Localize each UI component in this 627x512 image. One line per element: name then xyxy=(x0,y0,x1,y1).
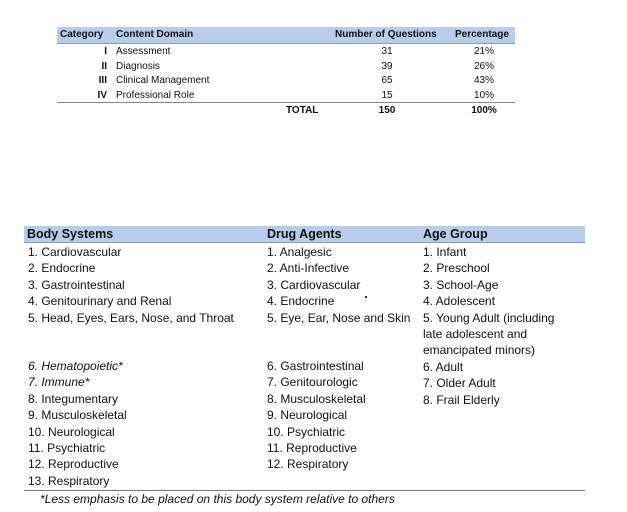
domain-cell: Diagnosis xyxy=(116,60,160,72)
footnote: *Less emphasis to be placed on this body system relative to others xyxy=(40,492,395,506)
percentage-cell: 21% xyxy=(473,46,494,57)
list-item: 9. Musculoskeletal xyxy=(28,408,127,423)
list-item: 1. Infant xyxy=(423,245,467,259)
list-item: 1. Cardiovascular xyxy=(28,245,122,259)
header-drug-agents: Drug Agents xyxy=(267,227,342,241)
stray-dot xyxy=(365,296,367,298)
category-cell: II xyxy=(101,60,107,72)
total-label: TOTAL xyxy=(286,105,319,116)
list-item: 2. Endocrine xyxy=(28,261,96,276)
list-item: 3. Cardiovascular xyxy=(267,277,361,292)
questions-cell: 31 xyxy=(381,46,393,57)
body-systems-list xyxy=(28,244,234,326)
questions-cell: 65 xyxy=(381,75,393,86)
list-item: 5. Eye, Ear, Nose and Skin xyxy=(267,310,411,325)
drug-agents-list-continued xyxy=(267,358,366,473)
list-item: 7. Older Adult xyxy=(423,376,496,391)
list-item: 2. Anti-Infective xyxy=(267,261,350,276)
header-body-systems: Body Systems xyxy=(27,227,114,241)
content-table-header xyxy=(57,27,515,44)
list-item: 5. Young Adult (including xyxy=(423,310,555,325)
list-item: 12. Reproductive xyxy=(28,457,119,472)
list-item: 8. Musculoskeletal xyxy=(267,391,366,406)
total-questions: 150 xyxy=(378,105,396,116)
list-item: 4. Genitourinary and Renal xyxy=(28,294,172,309)
content-domain-table xyxy=(57,27,515,117)
questions-cell: 39 xyxy=(381,60,393,72)
list-item: 11. Psychiatric xyxy=(28,440,106,455)
list-item: 3. School-Age xyxy=(423,277,499,292)
list-item: 12. Respiratory xyxy=(267,457,349,472)
category-cell: IV xyxy=(97,89,107,101)
table-bottom-rule xyxy=(24,490,585,491)
list-item: late adolescent and xyxy=(423,326,528,341)
systems-table-header xyxy=(24,226,585,243)
table-row xyxy=(57,44,515,59)
list-item: 6. Hematopoietic* xyxy=(28,359,123,373)
table-row xyxy=(57,73,515,88)
list-item: 9. Neurological xyxy=(267,408,348,423)
list-item: 4. Adolescent xyxy=(423,294,496,309)
list-item: 7. Genitourologic xyxy=(267,375,358,390)
domain-cell: Clinical Management xyxy=(116,75,210,86)
list-item: 8. Frail Elderly xyxy=(423,392,500,407)
domain-cell: Assessment xyxy=(116,46,171,57)
header-percentage: Percentage xyxy=(455,29,509,40)
list-item: 3. Gastrointestinal xyxy=(28,277,125,292)
category-cell: I xyxy=(104,46,107,57)
list-item: 11. Reproductive xyxy=(267,440,357,455)
category-cell: III xyxy=(98,75,107,86)
domain-cell: Professional Role xyxy=(116,89,195,101)
list-item: 6. Gastrointestinal xyxy=(267,359,364,373)
list-item: 2. Preschool xyxy=(423,261,490,276)
header-content-domain: Content Domain xyxy=(116,29,194,40)
drug-agents-list xyxy=(267,244,410,326)
body-systems-list-continued xyxy=(28,358,127,489)
total-row xyxy=(57,103,515,117)
header-category: Category xyxy=(60,29,104,40)
header-number-of-questions: Number of Questions xyxy=(335,29,437,40)
list-item: 10. Psychiatric xyxy=(267,424,346,439)
list-item: 13. Respiratory xyxy=(28,473,110,488)
percentage-cell: 10% xyxy=(473,89,494,101)
list-item: 8. Integumentary xyxy=(28,391,119,406)
list-item: 1. Analgesic xyxy=(267,245,332,259)
age-group-list xyxy=(423,244,554,408)
header-age-group: Age Group xyxy=(423,227,488,241)
systems-table xyxy=(24,226,585,243)
percentage-cell: 26% xyxy=(473,60,494,72)
table-row xyxy=(57,88,515,104)
list-item: 4. Endocrine xyxy=(267,294,335,309)
list-item: 5. Head, Eyes, Ears, Nose, and Throat xyxy=(28,310,234,325)
table-row xyxy=(57,59,515,74)
list-item: emancipated minors) xyxy=(423,343,536,358)
percentage-cell: 43% xyxy=(473,75,494,86)
total-percentage: 100% xyxy=(471,105,497,116)
list-item: 10. Neurological xyxy=(28,424,115,439)
list-item: 6. Adult xyxy=(423,359,464,374)
questions-cell: 15 xyxy=(381,89,393,101)
list-item: 7. Immune* xyxy=(28,375,90,390)
